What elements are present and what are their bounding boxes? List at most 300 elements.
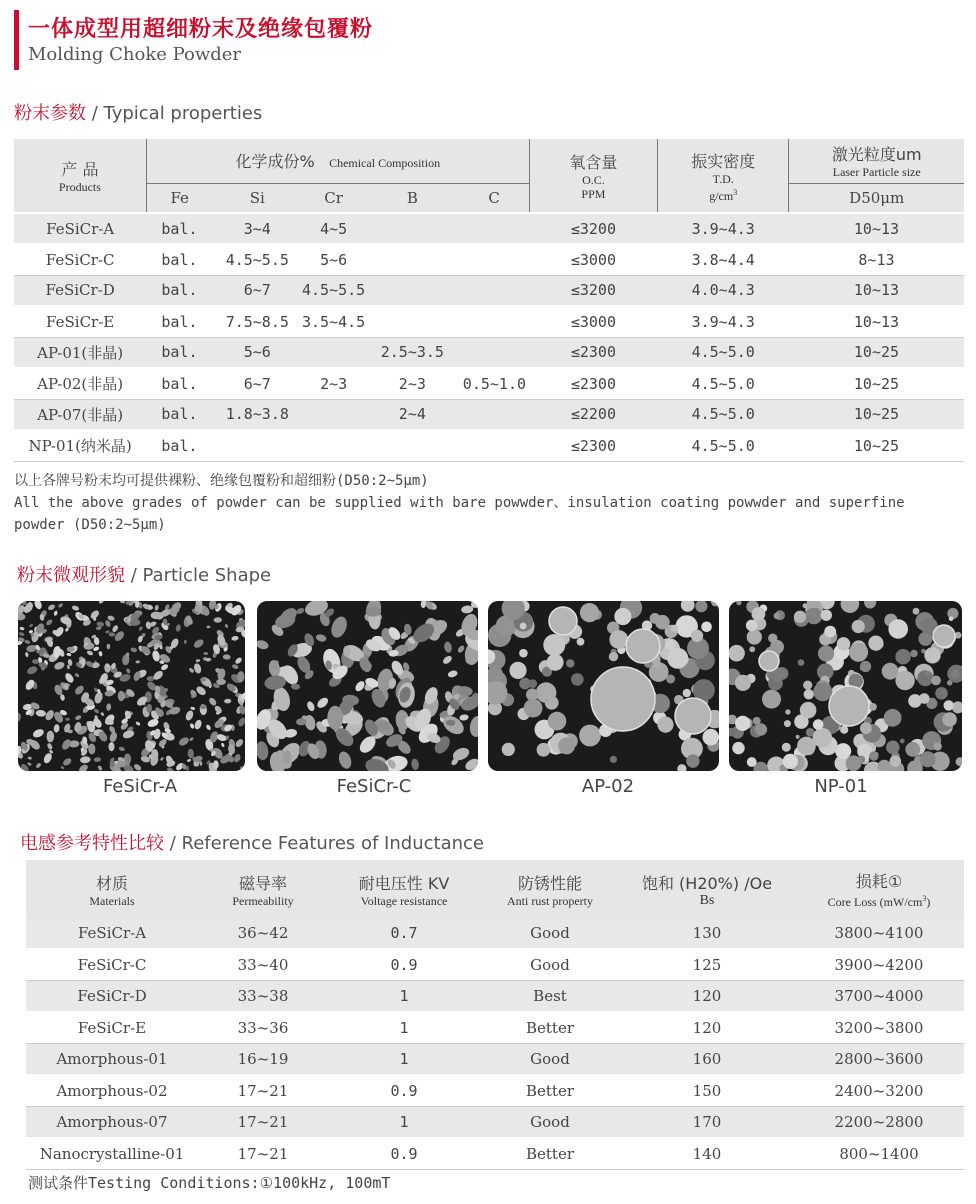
cell-d50: 10~13 [789,213,964,244]
particle [184,709,194,721]
particle [62,757,73,767]
particle [47,603,56,611]
cell-perm: 33~36 [198,1012,328,1043]
particle [234,738,244,749]
particle [768,634,777,643]
cell-si: 5~6 [213,337,302,368]
particle [840,726,848,734]
cell-oc: ≤2200 [529,399,657,430]
particle [655,615,670,630]
cell-rust: Good [480,918,620,949]
particle [749,646,755,652]
particle [135,660,140,664]
particle [580,603,599,622]
cell-fe: bal. [146,430,212,461]
header-fe: Fe [146,183,212,213]
particle [184,640,187,644]
cell-c: 0.5~1.0 [459,368,529,399]
particle [203,652,208,656]
particle [231,635,239,641]
table-row [14,275,964,306]
cell-c [459,306,529,337]
particle [782,743,791,752]
cell-material: Amorphous-02 [26,1075,198,1106]
table-row [26,1044,964,1075]
particle [860,661,871,672]
cell-cr: 2~3 [302,368,365,399]
cell-cr: 4.5~5.5 [302,275,365,306]
cell-material: FeSiCr-A [26,918,198,949]
title-accent-bar [14,10,19,70]
particle [577,638,585,646]
particle [849,643,868,662]
table-row [26,1075,964,1106]
inductance-features-table [26,860,964,1170]
particle [98,651,103,657]
cell-loss: 2200~2800 [794,1106,964,1137]
cell-perm: 16~19 [198,1044,328,1075]
particle [579,725,601,747]
particle [735,716,750,731]
particle [931,676,941,686]
particle [869,751,878,760]
header-bs: 饱和 (H20%) /Oe Bs [620,860,794,918]
table-row [14,399,964,430]
particle [882,663,899,680]
cell-c [459,244,529,275]
large-particle [759,651,779,671]
cell-b [365,213,459,244]
cell-td: 3.9~4.3 [657,306,788,337]
particle [813,682,832,701]
particle [920,751,936,767]
particle [46,731,54,743]
cell-loss: 3700~4000 [794,981,964,1012]
particle [315,696,330,710]
particle [27,762,32,767]
particle [234,656,243,665]
cell-material: Amorphous-01 [26,1044,198,1075]
cell-b [365,306,459,337]
cell-b [365,275,459,306]
particle [188,667,195,674]
particle [877,760,891,771]
particle [924,671,929,676]
particle [803,681,812,690]
particle [26,665,39,676]
cell-td: 4.5~5.0 [657,337,788,368]
cell-c [459,275,529,306]
particle [224,624,228,629]
cell-perm: 33~40 [198,949,328,980]
cell-td: 4.5~5.0 [657,430,788,461]
section-title-cn: 粉末微观形貌 [17,565,125,586]
particle [109,742,115,751]
particle [93,708,100,714]
particle [80,756,91,764]
particle [528,679,537,688]
cell-material: FeSiCr-C [26,949,198,980]
particle [846,755,862,771]
cell-name: FeSiCr-D [14,275,146,306]
particle [443,641,453,653]
particle [888,619,908,639]
particle [205,724,212,731]
particle [25,652,29,658]
particle [537,743,551,757]
cell-fe: bal. [146,244,212,275]
particle [315,633,327,643]
particle [441,654,453,665]
cell-oc: ≤2300 [529,430,657,461]
sem-image-fesicr-c [257,601,478,771]
cell-cr [302,337,365,368]
cell-rust: Good [480,1106,620,1137]
header-density: 振实密度 T.D. $g/cm^3$ [657,139,788,213]
particle [711,601,719,606]
header-composition: 化学成份% Chemical Composition [146,139,529,183]
particle [77,763,89,771]
particle [683,689,691,697]
cell-perm: 33~38 [198,981,328,1012]
table-row [14,306,964,337]
particle [27,756,32,760]
particle [794,611,806,623]
particle [133,763,142,771]
cell-cr: 5~6 [302,244,365,275]
cell-si: 6~7 [213,368,302,399]
large-particle [591,667,655,731]
particle [221,742,225,747]
cell-cr: 3.5~4.5 [302,306,365,337]
particle [671,625,678,632]
particle [524,699,543,718]
caption-fesicr-c: FeSiCr-C [336,776,412,797]
particle [933,742,941,750]
cell-rust: Best [480,981,620,1012]
cell-b [365,430,459,461]
cell-name: NP-01(纳米晶) [14,430,146,461]
cell-volt: 0.9 [328,949,480,980]
cell-d50: 10~13 [789,306,964,337]
header-permeability: 磁导率 Permeability [198,860,328,918]
table-row [14,337,964,368]
particle [785,709,790,714]
particle [919,693,930,704]
particle [762,690,781,709]
particle [520,623,527,630]
particle [956,757,962,766]
particle [66,652,71,656]
cell-c [459,399,529,430]
particle [111,624,119,633]
section-particle-shape [17,561,271,587]
particle [935,687,948,700]
particle [614,608,631,625]
large-particle [829,686,869,726]
cell-rust: Better [480,1075,620,1106]
particle [755,723,767,735]
particle [852,620,865,633]
particle [746,620,758,632]
particle [459,714,469,721]
sem-image-np-01 [729,601,962,771]
page-title: 一体成型用超细粉末及绝缘包覆粉 [28,17,374,42]
particle [189,723,195,730]
particle [667,648,688,669]
particle [543,634,565,656]
particle [747,757,757,767]
note-en-1: All the above grades of powder can be supplied with bare powwder、insulation coating powwder and superfine [14,495,905,511]
large-particle [933,625,955,647]
header-products: 产 品 Products [14,139,146,213]
particle [736,601,741,605]
cell-loss: 2400~3200 [794,1075,964,1106]
particle [735,675,751,691]
cell-perm: 17~21 [198,1075,328,1106]
particle [223,654,231,660]
particle [752,607,766,621]
particle [610,756,617,763]
cell-oc: ≤3200 [529,275,657,306]
particle [125,668,131,674]
cell-d50: 10~25 [789,368,964,399]
particle [257,740,270,761]
particle [118,691,125,702]
cell-c [459,430,529,461]
particle [29,623,34,628]
sem-image-ap-02 [488,601,719,771]
particle [192,638,205,650]
cell-perm: 36~42 [198,918,328,949]
particle [32,728,45,739]
header-b: B [365,183,459,213]
cell-material: Amorphous-07 [26,1106,198,1137]
particle [64,672,76,685]
cell-td: 4.5~5.0 [657,368,788,399]
header-c: C [459,183,529,213]
particle [502,743,515,756]
particle [558,737,575,754]
particle [60,765,65,769]
particle [138,626,143,632]
cell-bs: 120 [620,981,794,1012]
particle [160,663,169,671]
particle [88,743,96,754]
cell-rust: Better [480,1012,620,1043]
sem-image-fesicr-a [18,601,245,771]
particle [677,764,686,771]
table-row [14,244,964,275]
particle [118,746,125,752]
cell-loss: 3800~4100 [794,918,964,949]
particle [107,644,111,650]
header-core-loss: 损耗① Core Loss $(mW/cm^3)$ [794,860,964,918]
page-subtitle: Molding Choke Powder [28,44,242,65]
particle [798,659,805,666]
particle [189,737,194,742]
cell-d50: 8~13 [789,244,964,275]
particle [187,748,194,758]
cell-td: 4.0~4.3 [657,275,788,306]
cell-rust: Good [480,949,620,980]
particle [944,700,954,710]
header-cr: Cr [302,183,365,213]
cell-name: AP-07(非晶) [14,399,146,430]
cell-loss: 800~1400 [794,1138,964,1169]
particle [804,689,814,699]
cell-c [459,337,529,368]
header-si: Si [213,183,302,213]
particle [53,724,59,733]
particle [175,624,181,632]
cell-perm: 17~21 [198,1138,328,1169]
particle [548,712,567,731]
particle [566,659,574,667]
particle [729,645,745,662]
particle [94,757,101,762]
particle [695,601,707,612]
particle [206,625,210,628]
cell-oc: ≤3000 [529,244,657,275]
cell-si: 4.5~5.5 [213,244,302,275]
particle [187,758,192,762]
note-cn: 以上各牌号粉末均可提供裸粉、绝缘包覆粉和超细粉(D50:2~5μm) [14,473,429,489]
particle [784,720,791,727]
particle [45,618,53,626]
particle [913,608,920,615]
particle [666,675,675,684]
cell-d50: 10~25 [789,399,964,430]
cell-bs: 170 [620,1106,794,1137]
cell-fe: bal. [146,368,212,399]
cell-cr [302,399,365,430]
particle [190,706,195,710]
particle [231,664,239,670]
particle [890,755,902,767]
cell-name: FeSiCr-A [14,213,146,244]
cell-volt: 0.7 [328,918,480,949]
table-row [26,981,964,1012]
cell-b: 2~4 [365,399,459,430]
particle [46,742,53,750]
table-row [26,918,964,949]
particle [106,703,111,711]
particle [824,626,836,638]
section-title-en: / Typical properties [86,103,263,124]
cell-si: 7.5~8.5 [213,306,302,337]
particle [104,619,111,627]
particle [237,716,245,727]
cell-name: FeSiCr-C [14,244,146,275]
particle [18,632,24,637]
particle [803,603,808,608]
particle [951,670,959,678]
particle [295,607,305,615]
cell-b: 2.5~3.5 [365,337,459,368]
particle [196,659,201,662]
particle [463,756,478,771]
particle [119,601,125,604]
cell-fe: bal. [146,337,212,368]
particle [536,682,557,703]
particle [193,662,203,674]
particle [841,601,860,613]
cell-si: 3~4 [213,213,302,244]
header-d50: D50μm [789,183,964,213]
section-title-cn: 电感参考特性比较 [20,833,164,854]
cell-bs: 130 [620,918,794,949]
particle [44,709,56,722]
caption-fesicr-a: FeSiCr-A [102,776,178,797]
particle [900,739,905,744]
particle [886,741,900,755]
testing-conditions: 测试条件Testing Conditions:①100kHz, 100mT [28,1174,391,1192]
particle [701,622,712,633]
table-row [26,949,964,980]
cell-name: AP-02(非晶) [14,368,146,399]
particle [74,672,80,678]
particle [18,713,21,722]
particle [98,601,105,604]
cell-volt: 1 [328,1012,480,1043]
table-row [14,430,964,461]
particle [686,754,699,767]
cell-fe: bal. [146,213,212,244]
particle [177,736,190,748]
particle [895,649,910,664]
particle [224,699,231,704]
particle [33,601,43,610]
particle [519,649,528,658]
particle [96,621,104,627]
particle [905,742,920,757]
particle [868,636,883,651]
section-title-cn: 粉末参数 [14,103,86,124]
cell-td: 4.5~5.0 [657,399,788,430]
section-typical-properties [14,99,262,125]
particle [122,729,135,740]
particle [924,647,940,663]
particle [703,729,720,746]
particle [214,617,223,623]
particle [869,703,877,711]
particle [193,719,202,730]
particle [942,712,957,727]
particle [354,679,367,693]
cell-loss: 3900~4200 [794,949,964,980]
cell-loss: 3200~3800 [794,1012,964,1043]
cell-material: Nanocrystalline-01 [26,1138,198,1169]
cell-volt: 1 [328,981,480,1012]
particle [240,766,245,771]
particle [681,601,695,612]
cell-bs: 160 [620,1044,794,1075]
cell-bs: 140 [620,1138,794,1169]
cell-oc: ≤3200 [529,213,657,244]
particle [53,660,65,671]
particle [233,753,242,763]
particle [864,601,876,609]
particle [160,757,165,762]
particle [884,709,902,727]
large-particle [626,629,660,663]
section-title-en: / Particle Shape [125,565,272,586]
header-voltage: 耐电压性 KV Voltage resistance [328,860,480,918]
particle [58,602,64,608]
cell-d50: 10~25 [789,337,964,368]
particle [818,645,834,661]
